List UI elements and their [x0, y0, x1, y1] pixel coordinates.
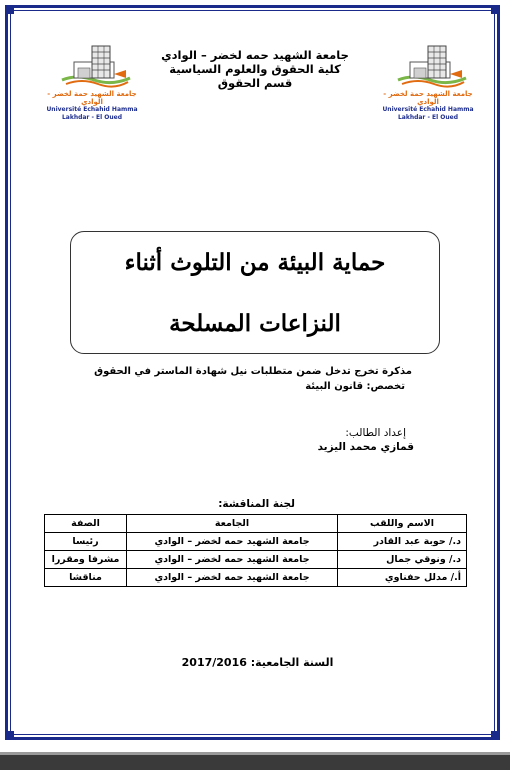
university-name: جامعة الشهيد حمه لخضر – الوادي: [161, 48, 349, 62]
member-role: مناقشا: [45, 569, 127, 587]
border-corner: [491, 5, 500, 14]
border-corner: [5, 731, 14, 740]
column-header-university: الجامعة: [127, 515, 338, 533]
memo-description: مذكرة تخرج تدخل ضمن متطلبات نيل شهادة الماستر في الحقوق: [94, 366, 412, 377]
committee-label: لجنة المناقشة:: [218, 498, 295, 510]
member-university: جامعة الشهيد حمه لخضر – الوادي: [127, 533, 338, 551]
logo-caption: [378, 90, 478, 122]
column-header-role: الصفة: [45, 515, 127, 533]
member-name: د./ ونوقي جمال: [338, 551, 467, 569]
viewer-bottom-bar: [0, 752, 510, 770]
member-university: جامعة الشهيد حمه لخضر – الوادي: [127, 569, 338, 587]
student-name: قمازي محمد اليزيد: [317, 441, 414, 453]
member-role: رئيسا: [45, 533, 127, 551]
member-university: جامعة الشهيد حمه لخضر – الوادي: [127, 551, 338, 569]
table-header-row: [45, 515, 467, 533]
member-role: مشرفا ومقررا: [45, 551, 127, 569]
border-corner: [5, 5, 14, 14]
department-name: قسم الحقوق: [217, 76, 293, 90]
prepared-by-label: إعداد الطالب:: [345, 427, 406, 439]
member-name: د./ حوبة عبد القادر: [338, 533, 467, 551]
logo-caption-arabic: جامعة الشهيد حمة لخضر - الوادي: [383, 90, 473, 106]
column-header-name: الاسم واللقب: [338, 515, 467, 533]
table-row: [45, 569, 467, 587]
logo-caption-arabic: جامعة الشهيد حمة لخضر - الوادي: [47, 90, 137, 106]
committee-table: [44, 514, 467, 587]
university-logo-right: [378, 40, 478, 121]
faculty-name: كلية الحقوق والعلوم السياسية: [169, 62, 341, 76]
bottom-bar-strip: [0, 752, 510, 755]
logo-caption-french: Université Echahid Hamma Lakhdar - El Oued: [382, 106, 474, 121]
specialty: تخصص: قانون البيئة: [305, 381, 405, 392]
academic-year: السنة الجامعية: 2017/2016: [181, 656, 334, 669]
table-row: [45, 551, 467, 569]
university-logo-left: [42, 40, 142, 121]
border-corner: [491, 731, 500, 740]
member-name: أ./ مدلل حفناوي: [338, 569, 467, 587]
thesis-title-line2: النزاعات المسلحة: [169, 310, 341, 337]
logo-caption-french: Université Echahid Hamma Lakhdar - El Oued: [46, 106, 138, 121]
university-header: [150, 48, 360, 90]
thesis-title-line1: حماية البيئة من التلوث أثناء: [124, 249, 386, 276]
logo-caption: [42, 90, 142, 122]
table-row: [45, 533, 467, 551]
